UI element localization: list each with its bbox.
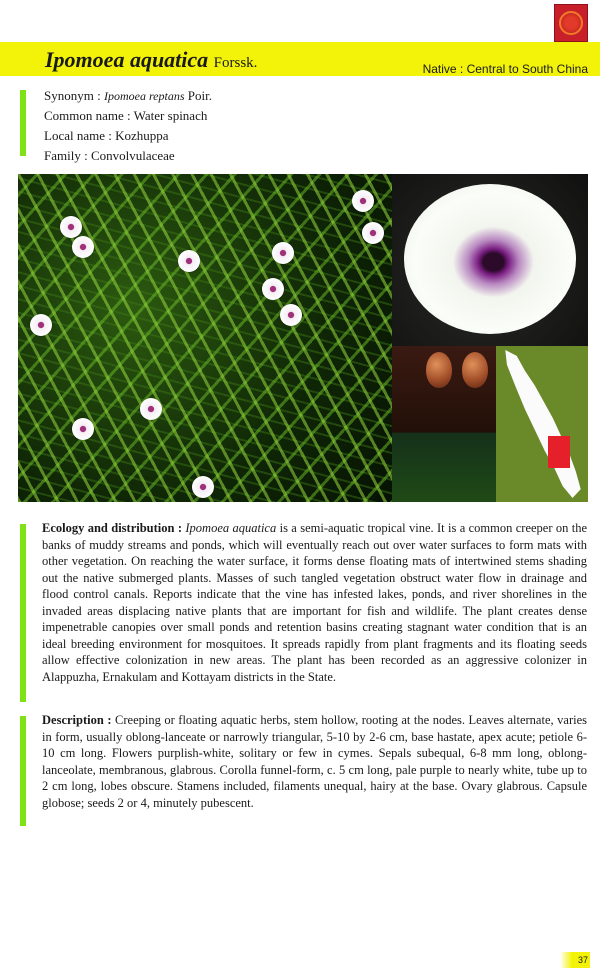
flower-image	[60, 216, 82, 238]
description-side-bar	[20, 716, 26, 826]
district-highlight	[548, 436, 570, 468]
scientific-name: Ipomoea aquatica	[45, 47, 209, 72]
seeds-photo	[392, 346, 496, 502]
flower-image	[72, 236, 94, 258]
emblem-logo	[554, 4, 588, 42]
seed-image	[462, 352, 488, 388]
ecology-species: Ipomoea aquatica	[185, 521, 277, 535]
flower-image	[272, 242, 294, 264]
flower-image	[178, 250, 200, 272]
flower-closeup-photo	[392, 174, 588, 346]
flower-image	[280, 304, 302, 326]
species-info	[44, 86, 212, 166]
ecology-section	[42, 520, 587, 685]
state-outline	[502, 350, 584, 498]
species-author: Forssk.	[213, 55, 258, 71]
common-name: Common name : Water spinach	[44, 108, 208, 123]
family-name: Family : Convolvulaceae	[44, 148, 175, 163]
species-title	[45, 46, 257, 77]
flower-image	[352, 190, 374, 212]
ecology-heading: Ecology and distribution :	[42, 521, 186, 535]
description-text: Creeping or floating aquatic herbs, stem hollow, rooting at the nodes. Leaves alternate, varies in form, usually oblong-lanceate or narrowly triangular, 5-10 by 2-6 cm, base hastate, apex acute; petiole 6-10 cm long. Flowers purplish-white, solitary or few in cymes. Sepals subequal, 6-8 mm long, oblong-lanceolate, membranous, glabrous. Corolla funnel-form, c. 5 cm long, pale purple to nearly white, tube up to 2 cm long, lobes obscure. Stamens included, filaments unequal, hairy at the base. Ovary glabrous. Capsule globose; seeds 2 or 4, minutely pubescent.	[42, 713, 587, 810]
ecology-text: is a semi-aquatic tropical vine. It is a common creeper on the banks of muddy streams and ponds, which will eventually reach out over water surfaces to form mats with other vegetation. On reaching the water surface, it forms dense floating mats of intertwined stems shading out the native submerged plants. Masses of such tangled vegetation obstruct water flow in drainage and flood control canals. Reports indicate that the vine has infested lakes, ponds, and river shorelines in the invaded areas displacing native plants that are important for fish and wildlife. The plant creates dense impenetrable canopies over small ponds and retention basins creating stagnant water condition that is an ideal breeding environment for mosquitoes. It spreads rapidly from plant fragments and its floating seeds allow effective colonization in new areas. The plant has been recorded as an aggressive colonizer in Alappuzha, Ernakulam and Kottayam districts in the State.	[42, 521, 588, 684]
flower-image	[192, 476, 214, 498]
native-range: Native : Central to South China	[422, 62, 588, 76]
description-section	[42, 712, 587, 811]
seed-image	[426, 352, 452, 388]
description-heading: Description :	[42, 713, 116, 727]
flower-image	[30, 314, 52, 336]
distribution-map	[496, 346, 588, 502]
page-number: 37	[560, 952, 590, 968]
synonym-line: Synonym : Ipomoea reptans Poir.	[44, 88, 212, 103]
flower-image	[404, 184, 576, 334]
ecology-side-bar	[20, 524, 26, 702]
habitat-photo	[18, 174, 394, 502]
info-side-bar	[20, 90, 26, 156]
local-name: Local name : Kozhuppa	[44, 128, 169, 143]
flower-image	[362, 222, 384, 244]
flower-image	[262, 278, 284, 300]
flower-image	[72, 418, 94, 440]
flower-image	[140, 398, 162, 420]
